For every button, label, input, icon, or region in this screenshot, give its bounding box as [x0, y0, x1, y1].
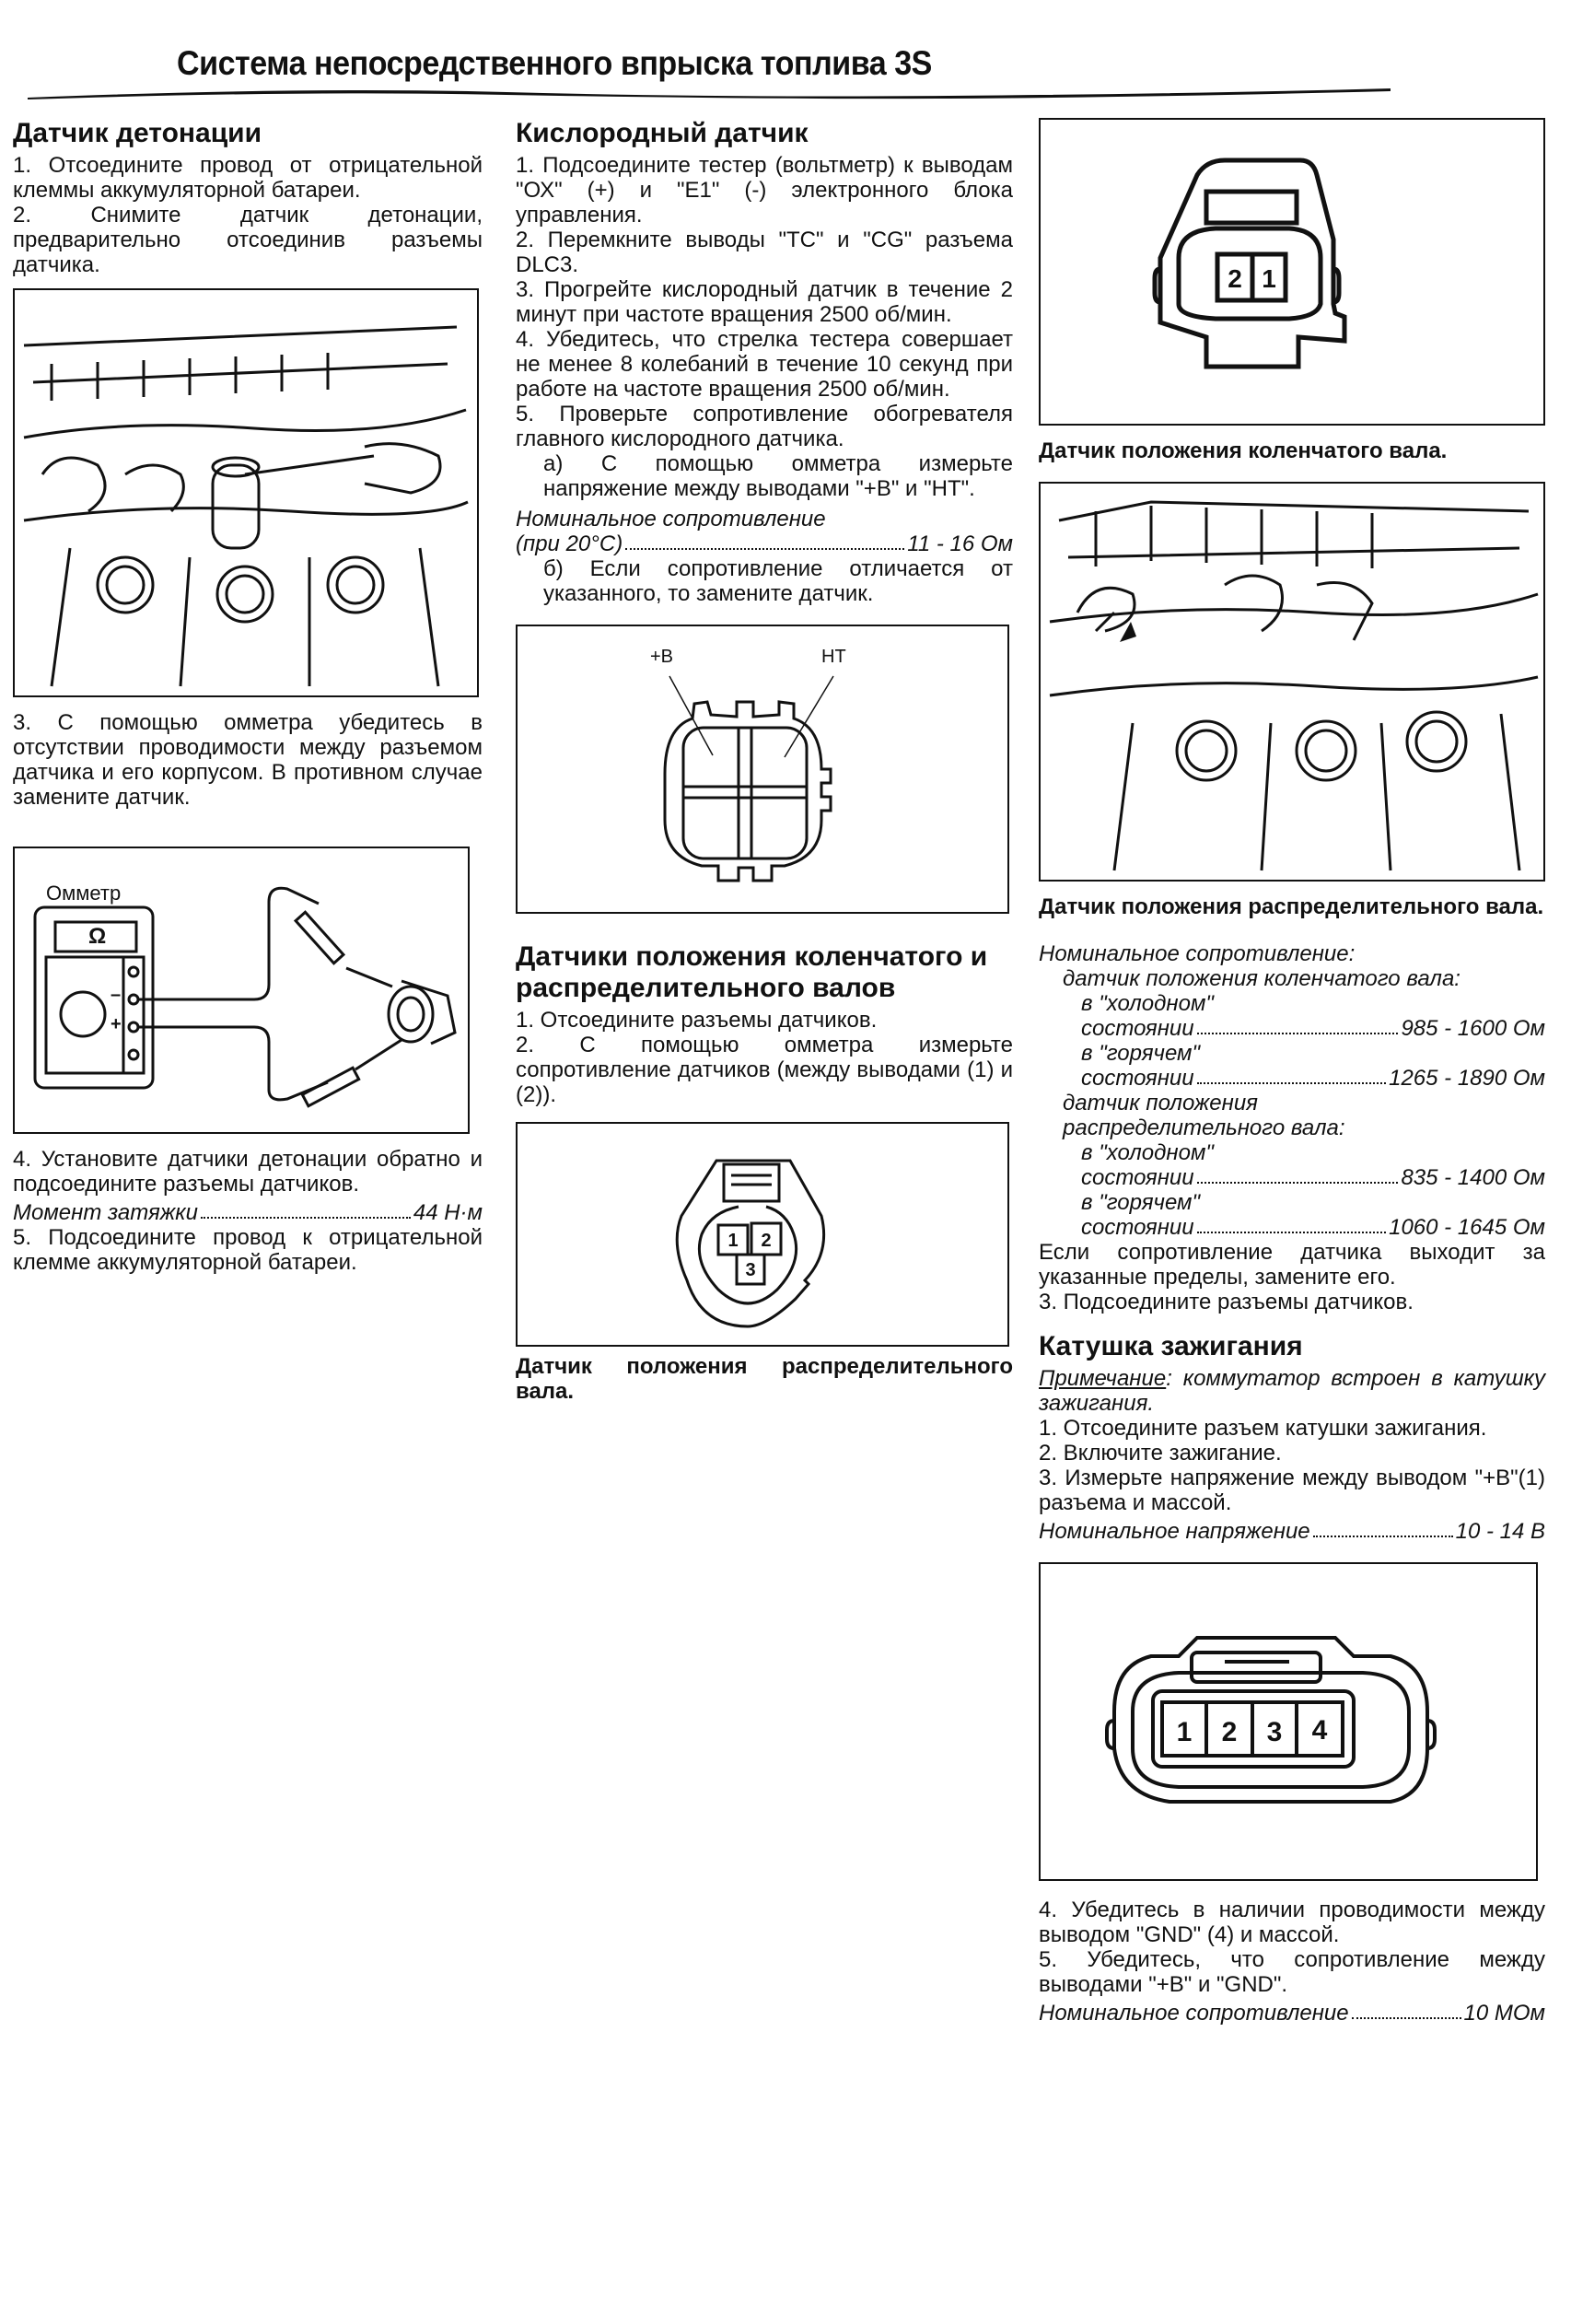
figure-knock-sensor-engine: [13, 288, 479, 697]
caption-camshaft-connector: Датчик положения распределительного вала.: [516, 1354, 1013, 1404]
cam-cold-label: в "холодном": [1081, 1140, 1214, 1165]
resistance-label: Номинальное сопротивление: [1039, 2001, 1349, 2026]
four-pin-connector-icon: [518, 626, 1007, 912]
engine-camshaft-illustration-icon: [1041, 484, 1543, 880]
pin-1-label: 1: [1176, 1717, 1193, 1747]
section-heading-knock-sensor: Датчик детонации: [13, 118, 262, 148]
oxygen-heater-resistance-spec: [516, 531, 1013, 556]
pin-1-label: 1: [727, 1231, 739, 1251]
position-sensor-resistance-specs: [1039, 941, 1545, 1314]
ignition-note: [1039, 1366, 1545, 1416]
position-step-3: 3. Подсоедините разъемы датчиков.: [1039, 1290, 1414, 1314]
cam-cold-value: 835 - 1400 Ом: [1401, 1165, 1545, 1190]
leader-dots: [1197, 1066, 1386, 1084]
knock-step-4: 4. Установите датчики детонации обратно и подсоедините разъемы датчиков.: [13, 1147, 483, 1197]
column-oxygen-sensor: [516, 118, 1013, 1404]
section-heading-oxygen-sensor: Кислородный датчик: [516, 118, 809, 148]
figure-ignition-coil-connector: [1039, 1562, 1538, 1881]
section-heading-position-sensors: Датчики положения коленчатого и распределительного валов: [516, 941, 988, 1003]
resistance-value: 10 МОм: [1463, 2001, 1545, 2026]
minus-terminal-label: –: [111, 985, 122, 1005]
ohmmeter-diagram-icon: [15, 848, 468, 1132]
leader-dots: [1197, 1016, 1399, 1034]
engine-illustration-icon: [15, 290, 477, 695]
ignition-step-5: 5. Убедитесь, что сопротивление между выводами "+В" и "GND".: [1039, 1947, 1545, 1997]
pin-3-label: 3: [745, 1260, 756, 1280]
leader-dots: [625, 531, 904, 550]
oxygen-step-3: 3. Прогрейте кислородный датчик в течение 2 минут при частоте вращения 2500 об/мин.: [516, 277, 1013, 327]
knock-step-5: 5. Подсоедините провод к отрицательной клемме аккумуляторной батареи.: [13, 1225, 483, 1275]
pin-3-label: 3: [1266, 1717, 1283, 1747]
leader-dots: [1197, 1165, 1399, 1184]
cam-sensor-label-1: датчик положения: [1063, 1091, 1258, 1115]
caption-camshaft-engine: Датчик положения распределительного вала.: [1039, 894, 1544, 919]
figure-ohmmeter-test: [13, 847, 470, 1134]
oxygen-spec-heading: Номинальное сопротивление: [516, 507, 826, 531]
position-step-1: 1. Отсоедините разъемы датчиков.: [516, 1008, 878, 1033]
cam-sensor-label-2: распределительного вала:: [1063, 1115, 1345, 1140]
pin-1-label: 1: [1262, 264, 1276, 293]
crank-hot-label: в "горячем": [1081, 1041, 1200, 1066]
cam-hot-value: 1060 - 1645 Ом: [1389, 1215, 1545, 1240]
section-heading-ignition-coil: Катушка зажигания: [1039, 1331, 1303, 1361]
leader-dots: [1352, 2001, 1461, 2019]
state-label: состоянии: [1081, 1165, 1194, 1190]
crank-sensor-label: датчик положения коленчатого вала:: [1063, 966, 1460, 991]
crank-cold-spec: [1039, 1016, 1545, 1041]
ohm-symbol: Ω: [88, 924, 107, 949]
voltage-label: Номинальное напряжение: [1039, 1519, 1310, 1544]
cam-hot-label: в "горячем": [1081, 1190, 1200, 1215]
column-sensors-ignition: [1039, 118, 1545, 2026]
three-pin-connector-icon: [518, 1124, 1007, 1345]
oxygen-step-5a: а) С помощью омметра измерьте напряжение между выводами "+В" и "НТ".: [543, 451, 1013, 501]
position-step-2: 2. С помощью омметра измерьте сопротивление датчиков (между выводами (1) и (2)).: [516, 1033, 1013, 1107]
ignition-step-1: 1. Отсоедините разъем катушки зажигания.: [1039, 1416, 1487, 1441]
out-of-range-note: Если сопротивление датчика выходит за указанные пределы, замените его.: [1039, 1240, 1545, 1290]
figure-oxygen-sensor-connector: [516, 625, 1009, 914]
ignition-step-4: 4. Убедитесь в наличии проводимости между выводом "GND" (4) и массой.: [1039, 1898, 1545, 1947]
four-pin-coil-connector-icon: [1041, 1564, 1536, 1879]
pin-label-ht: HT: [821, 647, 846, 667]
leader-dots: [1197, 1215, 1386, 1233]
caption-crankshaft-connector: Датчик положения коленчатого вала.: [1039, 438, 1448, 463]
ignition-step-3: 3. Измерьте напряжение между выводом "+В"(1) разъема и массой.: [1039, 1466, 1545, 1515]
column-knock-sensor: [13, 118, 483, 1275]
title-underline: [28, 87, 1391, 99]
page-title: Система непосредственного впрыска топлива 3S: [177, 44, 932, 82]
knock-step-3: 3. С помощью омметра убедитесь в отсутствии проводимости между разъемом датчика и его корпусом. В противном случае замените датчик.: [13, 710, 483, 810]
pin-4-label: 4: [1311, 1715, 1328, 1746]
knock-step-1: 1. Отсоедините провод от отрицательной клеммы аккумуляторной батареи.: [13, 153, 483, 203]
ignition-resistance-spec: [1039, 2001, 1545, 2026]
figure-crankshaft-sensor-connector: [1039, 118, 1545, 426]
oxygen-step-5: 5. Проверьте сопротивление обогревателя главного кислородного датчика.: [516, 402, 1013, 451]
ignition-step-2: 2. Включите зажигание.: [1039, 1441, 1282, 1466]
cam-hot-spec: [1039, 1215, 1545, 1240]
ohmmeter-label: Омметр: [46, 882, 122, 905]
spec-heading: Номинальное сопротивление:: [1039, 941, 1356, 966]
crank-hot-spec: [1039, 1066, 1545, 1091]
torque-value: 44 Н·м: [413, 1200, 483, 1225]
torque-spec: [13, 1200, 483, 1225]
ignition-voltage-spec: [1039, 1519, 1545, 1544]
pin-2-label: 2: [1221, 1717, 1238, 1747]
voltage-value: 10 - 14 В: [1455, 1519, 1545, 1544]
crank-cold-label: в "холодном": [1081, 991, 1214, 1016]
plus-terminal-label: +: [111, 1014, 122, 1034]
cam-cold-spec: [1039, 1165, 1545, 1190]
leader-dots: [1313, 1519, 1453, 1537]
oxygen-spec-label: (при 20°С): [516, 531, 623, 556]
oxygen-spec-value: 11 - 16 Ом: [907, 531, 1013, 556]
note-text: : коммутатор встроен в катушку зажигания.: [1039, 1366, 1545, 1416]
figure-camshaft-sensor-connector: [516, 1122, 1009, 1347]
pin-2-label: 2: [761, 1231, 772, 1251]
note-label: Примечание: [1039, 1366, 1167, 1391]
oxygen-step-1: 1. Подсоедините тестер (вольтметр) к выводам "ОХ" (+) и "Е1" (-) электронного блока управления.: [516, 153, 1013, 228]
oxygen-step-5b: б) Если сопротивление отличается от указанного, то замените датчик.: [543, 556, 1013, 606]
oxygen-step-2: 2. Перемкните выводы "ТС" и "CG" разъема DLC3.: [516, 228, 1013, 277]
crank-hot-value: 1265 - 1890 Ом: [1389, 1066, 1545, 1091]
two-pin-connector-icon: [1041, 120, 1543, 424]
pin-2-label: 2: [1228, 264, 1242, 293]
state-label: состоянии: [1081, 1016, 1194, 1041]
crank-cold-value: 985 - 1600 Ом: [1401, 1016, 1545, 1041]
pin-label-plus-b: +B: [650, 647, 674, 667]
leader-dots: [201, 1200, 411, 1219]
torque-label: Момент затяжки: [13, 1200, 198, 1225]
state-label: состоянии: [1081, 1066, 1194, 1091]
knock-step-2: 2. Снимите датчик детонации, предварительно отсоединив разъемы датчика.: [13, 203, 483, 277]
figure-camshaft-sensor-engine: [1039, 482, 1545, 882]
state-label: состоянии: [1081, 1215, 1194, 1240]
oxygen-step-4: 4. Убедитесь, что стрелка тестера совершает не менее 8 колебаний в течение 10 секунд при работе на частоте вращения 2500 об/мин.: [516, 327, 1013, 402]
